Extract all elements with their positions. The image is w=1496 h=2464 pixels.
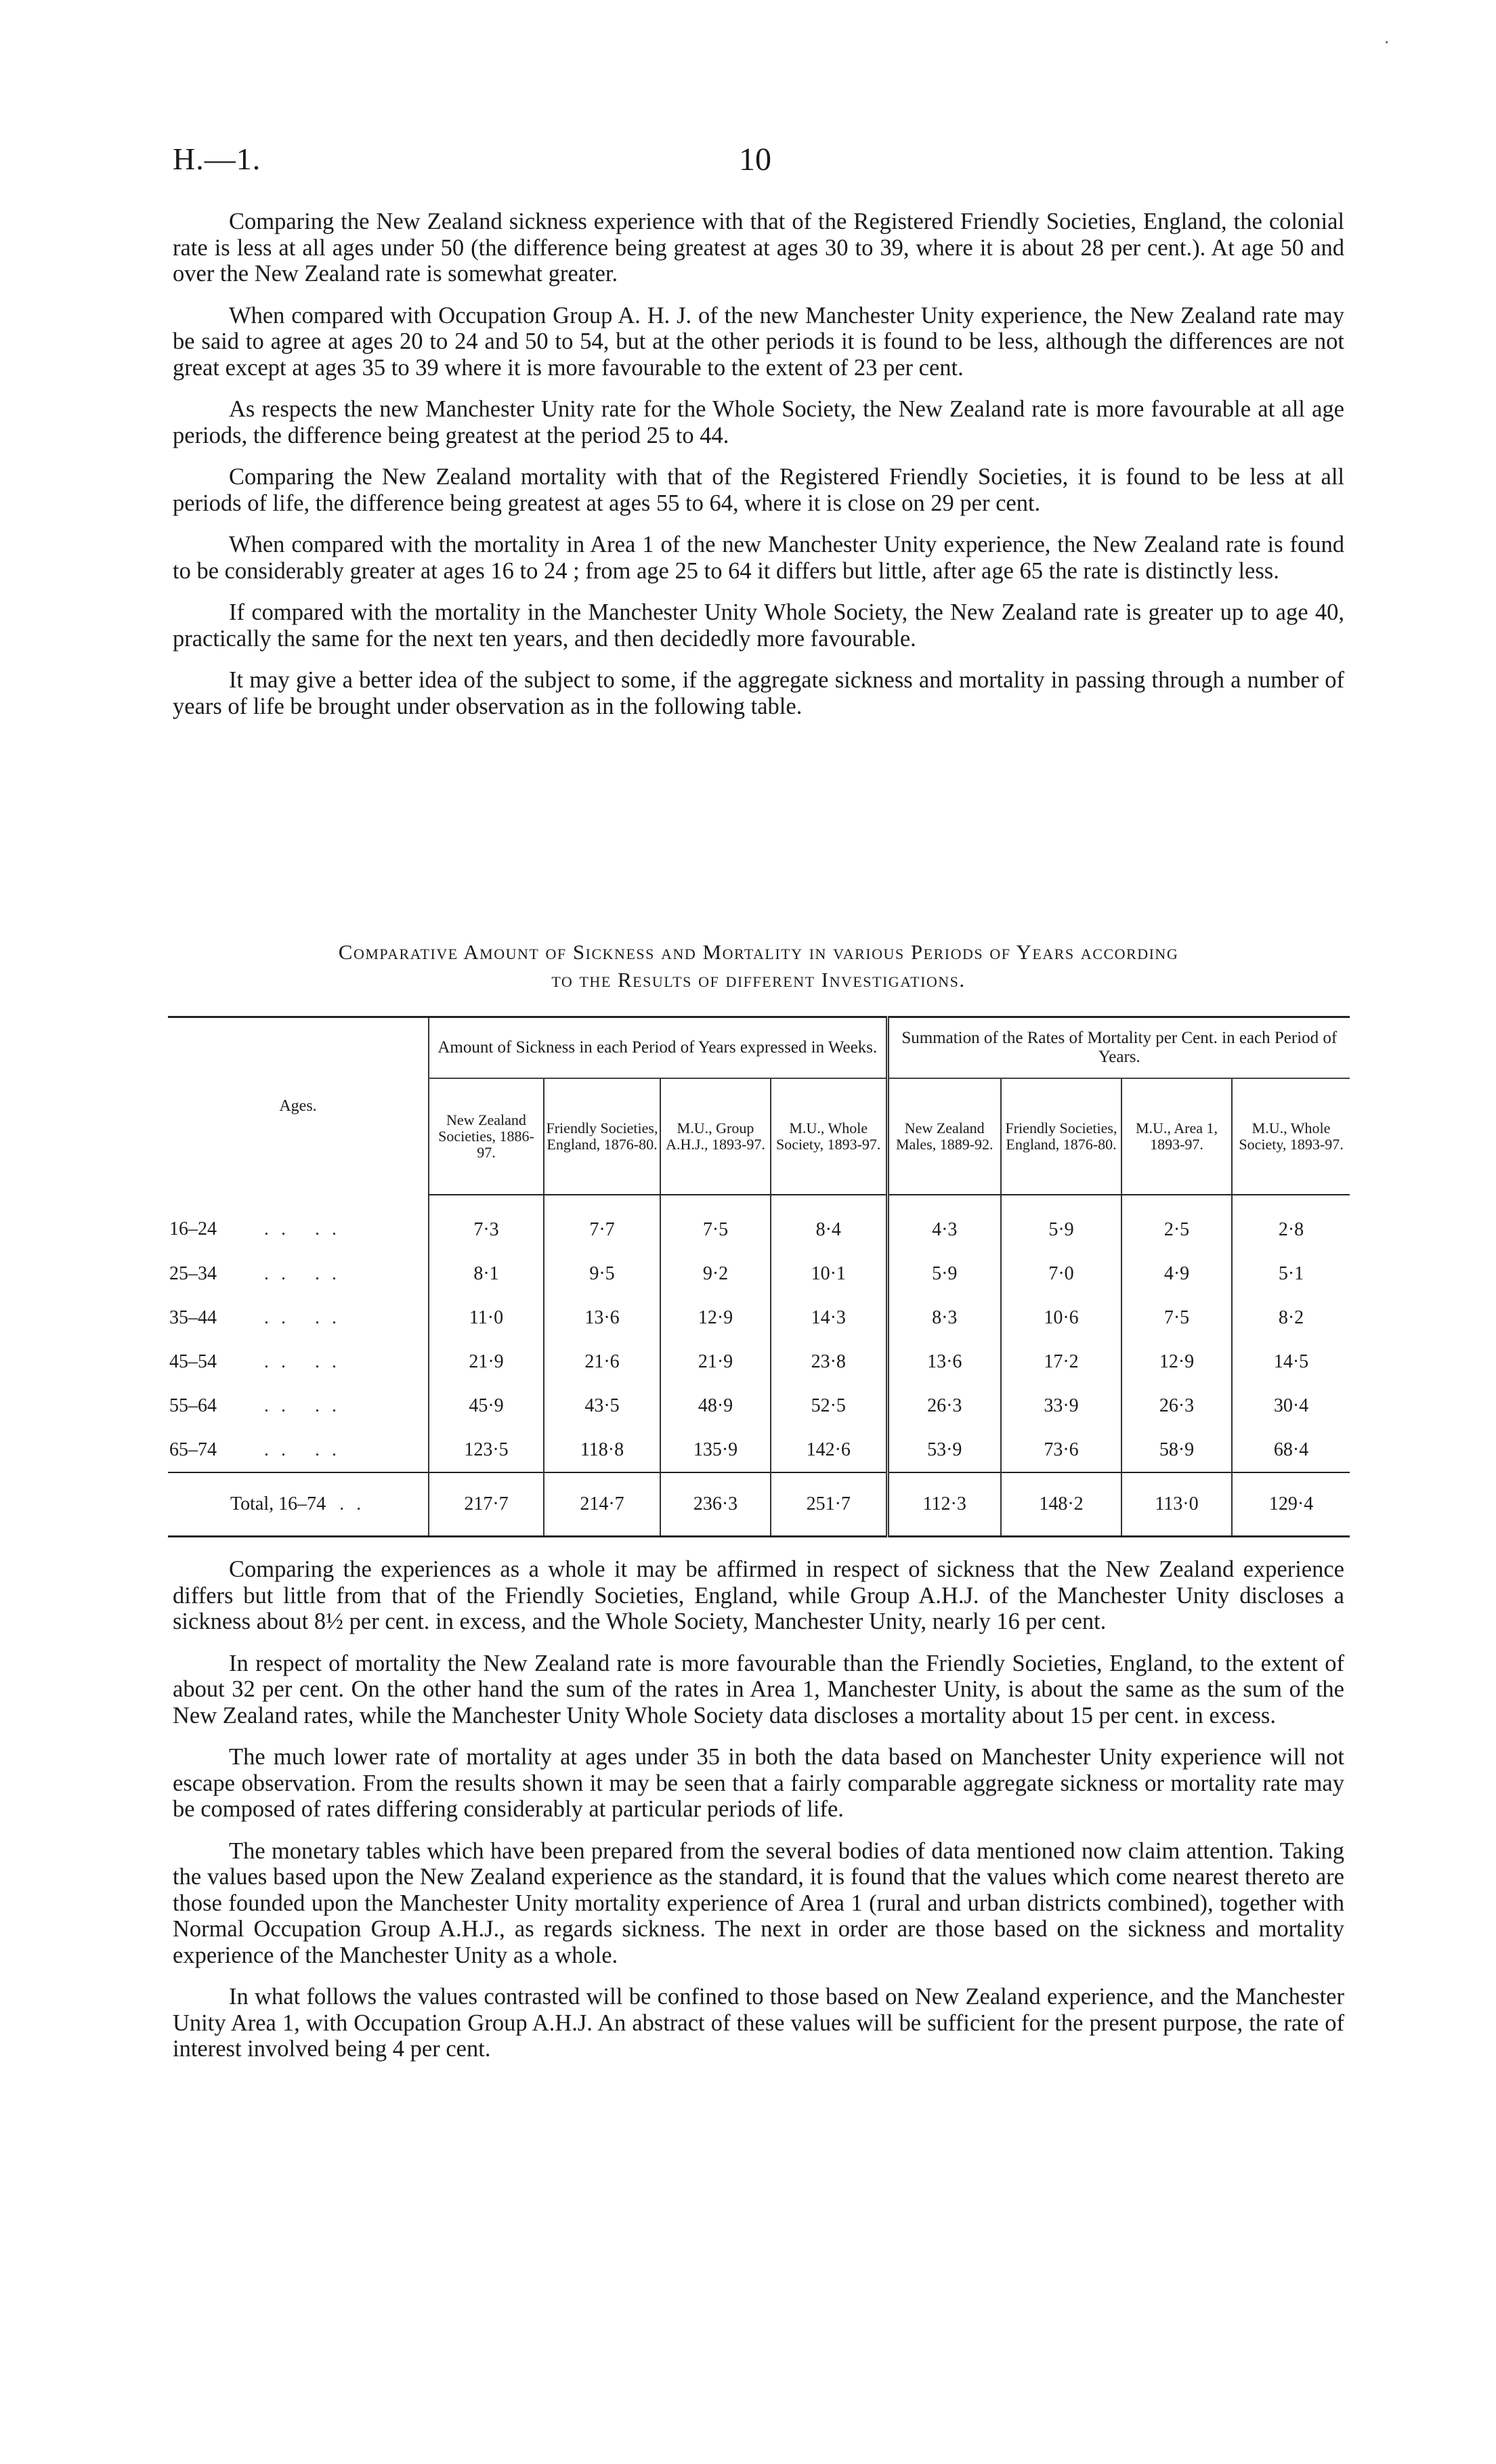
paragraph: If compared with the mortality in the Manchester Unity Whole Society, the New Zealand rate is greater up to age 40, practically the same for the next ten years, and then decidedly more favourable. [173,599,1344,652]
table-cell: 7·3 [429,1195,544,1252]
table-row [168,1340,1350,1384]
running-header [173,141,1338,188]
total-cell: 251·7 [771,1472,887,1537]
table-cell: 10·6 [1001,1296,1121,1340]
ages-column-header: Ages. [168,1017,429,1195]
row-label: 65–74 .. .. [169,1439,349,1460]
column-header: M.U., Whole Society, 1893-97. [771,1078,887,1195]
table-cell: 68·4 [1232,1428,1350,1472]
total-cell: 148·2 [1001,1472,1121,1537]
age-label: 65–74 [169,1439,217,1460]
table-cell: 5·1 [1232,1252,1350,1296]
data-table [168,1016,1350,1537]
table-cell: 23·8 [771,1340,887,1384]
column-header: M.U., Area 1, 1893-97. [1121,1078,1232,1195]
table-cell: 9·5 [544,1252,660,1296]
table-cell: 11·0 [429,1296,544,1340]
paragraph: In respect of mortality the New Zealand rate is more favourable than the Friendly Societies, England, to the extent of about 32 per cent. On the other hand the sum of the rates in Area 1, Manchester Unity, is about the same as the sum of the New Zealand rates, while the Manchester Unity Whole Society data discloses a mortality about 15 per cent. in excess. [173,1650,1344,1728]
table-cell: 13·6 [887,1340,1001,1384]
age-label: 25–34 [169,1262,217,1284]
table-cell: 10·1 [771,1252,887,1296]
body-text-top [173,209,1344,735]
margin-dot: · [1384,33,1390,54]
table-cell: 21·9 [429,1340,544,1384]
table-cell: 135·9 [660,1428,771,1472]
table-cell: 53·9 [887,1428,1001,1472]
document-identifier: H.—1. [173,142,261,176]
table-cell: 52·5 [771,1384,887,1428]
body-text-bottom [173,1556,1344,2078]
row-label: 55–64 .. .. [169,1395,349,1416]
table-cell: 14·3 [771,1296,887,1340]
table-row [168,1252,1350,1296]
table-cell: 9·2 [660,1252,771,1296]
column-header: M.U., Whole Society, 1893-97. [1232,1078,1350,1195]
paragraph: In what follows the values contrasted will be confined to those based on New Zealand experience, and the Manchester Unity Area 1, with Occupation Group A.H.J. An abstract of these values will be sufficient for the present purpose, the rate of interest involved being 4 per cent. [173,1984,1344,2062]
paragraph: Comparing the New Zealand mortality with that of the Registered Friendly Societies, it is found to be less at all periods of life, the difference being greatest at ages 55 to 64, where it is close on 29 per cent. [173,464,1344,516]
table-cell: 7·0 [1001,1252,1121,1296]
comparison-table [168,1016,1350,1537]
table-cell: 8·3 [887,1296,1001,1340]
total-label: Total, 16–74 [230,1493,326,1514]
table-cell: 73·6 [1001,1428,1121,1472]
table-cell: 17·2 [1001,1340,1121,1384]
age-label: 16–24 [169,1218,217,1239]
table-cell: 5·9 [887,1252,1001,1296]
table-cell: 7·7 [544,1195,660,1252]
total-cell: 236·3 [660,1472,771,1537]
table-cell: 123·5 [429,1428,544,1472]
page-number: 10 [739,142,771,177]
sickness-group-header: Amount of Sickness in each Period of Years expressed in Weeks. [429,1017,887,1079]
total-cell: 113·0 [1121,1472,1232,1537]
table-cell: 13·6 [544,1296,660,1340]
row-label: 35–44 .. .. [169,1307,349,1328]
table-cell: 118·8 [544,1428,660,1472]
table-row [168,1296,1350,1340]
table-cell: 7·5 [660,1195,771,1252]
total-cell: 214·7 [544,1472,660,1537]
table-cell: 12·9 [660,1296,771,1340]
table-cell: 45·9 [429,1384,544,1428]
age-label: 35–44 [169,1307,217,1328]
column-header: New Zealand Males, 1889-92. [887,1078,1001,1195]
table-cell: 142·6 [771,1428,887,1472]
paragraph: When compared with Occupation Group A. H. J. of the new Manchester Unity experience, the New Zealand rate may be said to agree at ages 20 to 24 and 50 to 54, but at the other periods it is found to be less, although the differences are not great except at ages 35 to 39 where it is more favourable to the extent of 23 per cent. [173,302,1344,381]
table-caption-line: to the Results of different Investigations. [551,968,966,992]
table-cell: 26·3 [887,1384,1001,1428]
row-label: 25–34 .. .. [169,1262,349,1284]
paragraph: Comparing the experiences as a whole it may be affirmed in respect of sickness that the New Zealand experience differs but little from that of the Friendly Societies, England, while Group A.H.J. of the Manchester Unity discloses a sickness about 8½ per cent. in excess, and the Whole Society, Manchester Unity, nearly 16 per cent. [173,1556,1344,1634]
paragraph: It may give a better idea of the subject to some, if the aggregate sickness and mortality in passing through a number of years of life be brought under observation as in the following table. [173,667,1344,719]
table-cell: 48·9 [660,1384,771,1428]
paragraph: When compared with the mortality in Area 1 of the new Manchester Unity experience, the New Zealand rate is found to be considerably greater at ages 16 to 24 ; from age 25 to 64 it differs but little, after age 65 the rate is distinctly less. [173,532,1344,584]
table-cell: 43·5 [544,1384,660,1428]
table-row [168,1384,1350,1428]
column-header: New Zealand Societies, 1886-97. [429,1078,544,1195]
table-cell: 33·9 [1001,1384,1121,1428]
table-cell: 30·4 [1232,1384,1350,1428]
table-cell: 21·9 [660,1340,771,1384]
column-header: Friendly Societies, England, 1876-80. [1001,1078,1121,1195]
column-header: M.U., Group A.H.J., 1893-97. [660,1078,771,1195]
table-cell: 4·3 [887,1195,1001,1252]
total-cell: 129·4 [1232,1472,1350,1537]
row-label: 16–24 .. .. [169,1218,349,1239]
table-cell: 12·9 [1121,1340,1232,1384]
paragraph: As respects the new Manchester Unity rate for the Whole Society, the New Zealand rate is more favourable at all age periods, the difference being greatest at the period 25 to 44. [173,396,1344,448]
table-row [168,1428,1350,1472]
table-cell: 2·5 [1121,1195,1232,1252]
row-label: Total, 16–74 .. [168,1472,429,1537]
table-caption [173,938,1344,994]
total-row [168,1472,1350,1537]
table-cell: 26·3 [1121,1384,1232,1428]
mortality-group-header: Summation of the Rates of Mortality per Cent. in each Period of Years. [887,1017,1350,1079]
row-label: 45–54 .. .. [169,1351,349,1372]
table-row [168,1195,1350,1252]
table-cell: 14·5 [1232,1340,1350,1384]
table-cell: 8·1 [429,1252,544,1296]
age-label: 55–64 [169,1395,217,1416]
table-cell: 8·2 [1232,1296,1350,1340]
table-cell: 7·5 [1121,1296,1232,1340]
table-caption-line: Comparative Amount of Sickness and Mortality in various Periods of Years according [338,940,1179,964]
paragraph: The much lower rate of mortality at ages under 35 in both the data based on Manchester Unity experience will not escape observation. From the results shown it may be seen that a fairly comparable aggregate sickness or mortality rate may be composed of rates differing considerably at particular periods of life. [173,1744,1344,1822]
table-cell: 21·6 [544,1340,660,1384]
table-cell: 8·4 [771,1195,887,1252]
paragraph: Comparing the New Zealand sickness experience with that of the Registered Friendly Societies, England, the colonial rate is less at all ages under 50 (the difference being greatest at ages 30 to 39, where it is about 28 per cent.). At age 50 and over the New Zealand rate is somewhat greater. [173,209,1344,286]
table-cell: 5·9 [1001,1195,1121,1252]
total-cell: 112·3 [887,1472,1001,1537]
total-cell: 217·7 [429,1472,544,1537]
table-cell: 4·9 [1121,1252,1232,1296]
paragraph: The monetary tables which have been prepared from the several bodies of data mentioned now claim attention. Taking the values based upon the New Zealand experience as the standard, it is found that the values which come nearest thereto are those founded upon the Manchester Unity mortality experience of Area 1 (rural and urban districts combined), together with Normal Occupation Group A.H.J., as regards sickness. The next in order are those based on the sickness and mortality experience of the Manchester Unity as a whole. [173,1838,1344,1968]
age-label: 45–54 [169,1351,217,1372]
column-header: Friendly Societies, England, 1876-80. [544,1078,660,1195]
table-cell: 58·9 [1121,1428,1232,1472]
table-cell: 2·8 [1232,1195,1350,1252]
